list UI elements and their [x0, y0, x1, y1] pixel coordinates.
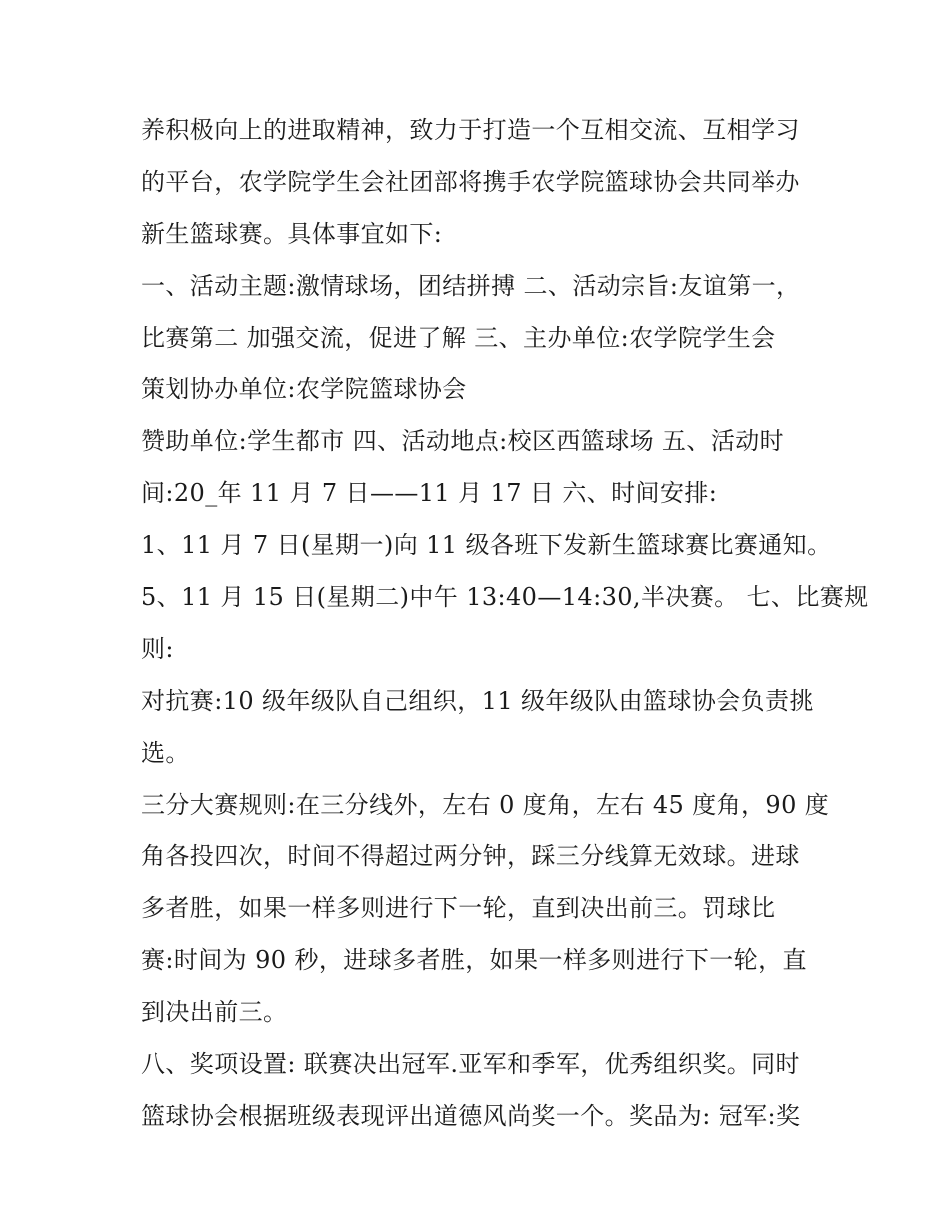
text-line: 篮球协会根据班级表现评出道德风尚奖一个。奖品为: 冠军:奖 — [141, 1101, 801, 1130]
text-line: 一、活动主题:激情球场，团结拼搏 二、活动宗旨:友谊第一， — [141, 271, 801, 300]
text-line: 5、11 月 15 日(星期二)中午 13:40—14:30,半决赛。 七、比赛规 — [141, 583, 869, 612]
text-line: 到决出前三。 — [141, 998, 288, 1027]
text-line: 对抗赛:10 级年级队自己组织，11 级年级队由篮球协会负责挑 — [141, 686, 814, 715]
text-line: 多者胜，如果一样多则进行下一轮，直到决出前三。罚球比 — [141, 894, 776, 923]
text-line: 则: — [141, 634, 174, 663]
body-text — [141, 105, 869, 1143]
text-line: 养积极向上的进取精神，致力于打造一个互相交流、互相学习 — [141, 116, 800, 144]
text-line: 间:20_年 11 月 7 日——11 月 17 日 六、时间安排: — [141, 479, 718, 508]
text-line: 八、奖项设置: 联赛决出冠军.亚军和季军，优秀组织奖。同时 — [141, 1050, 800, 1079]
text-line: 新生篮球赛。具体事宜如下: — [141, 219, 443, 248]
text-line: 的平台，农学院学生会社团部将携手农学院篮球协会共同举办 — [141, 167, 800, 196]
text-line: 赛:时间为 90 秒，进球多者胜，如果一样多则进行下一轮，直 — [141, 946, 807, 975]
text-line: 角各投四次，时间不得超过两分钟，踩三分线算无效球。进球 — [141, 842, 800, 871]
text-line: 1、11 月 7 日(星期一)向 11 级各班下发新生篮球赛比赛通知。 — [141, 531, 832, 560]
text-line: 比赛第二 加强交流，促进了解 三、主办单位:农学院学生会 — [141, 323, 776, 352]
text-line: 策划协办单位:农学院篮球协会 — [141, 375, 467, 404]
text-line: 选。 — [141, 738, 190, 767]
text-line: 三分大赛规则:在三分线外，左右 0 度角，左右 45 度角，90 度 — [141, 790, 830, 819]
text-line: 赞助单位:学生都市 四、活动地点:校区西篮球场 五、活动时 — [141, 427, 785, 456]
